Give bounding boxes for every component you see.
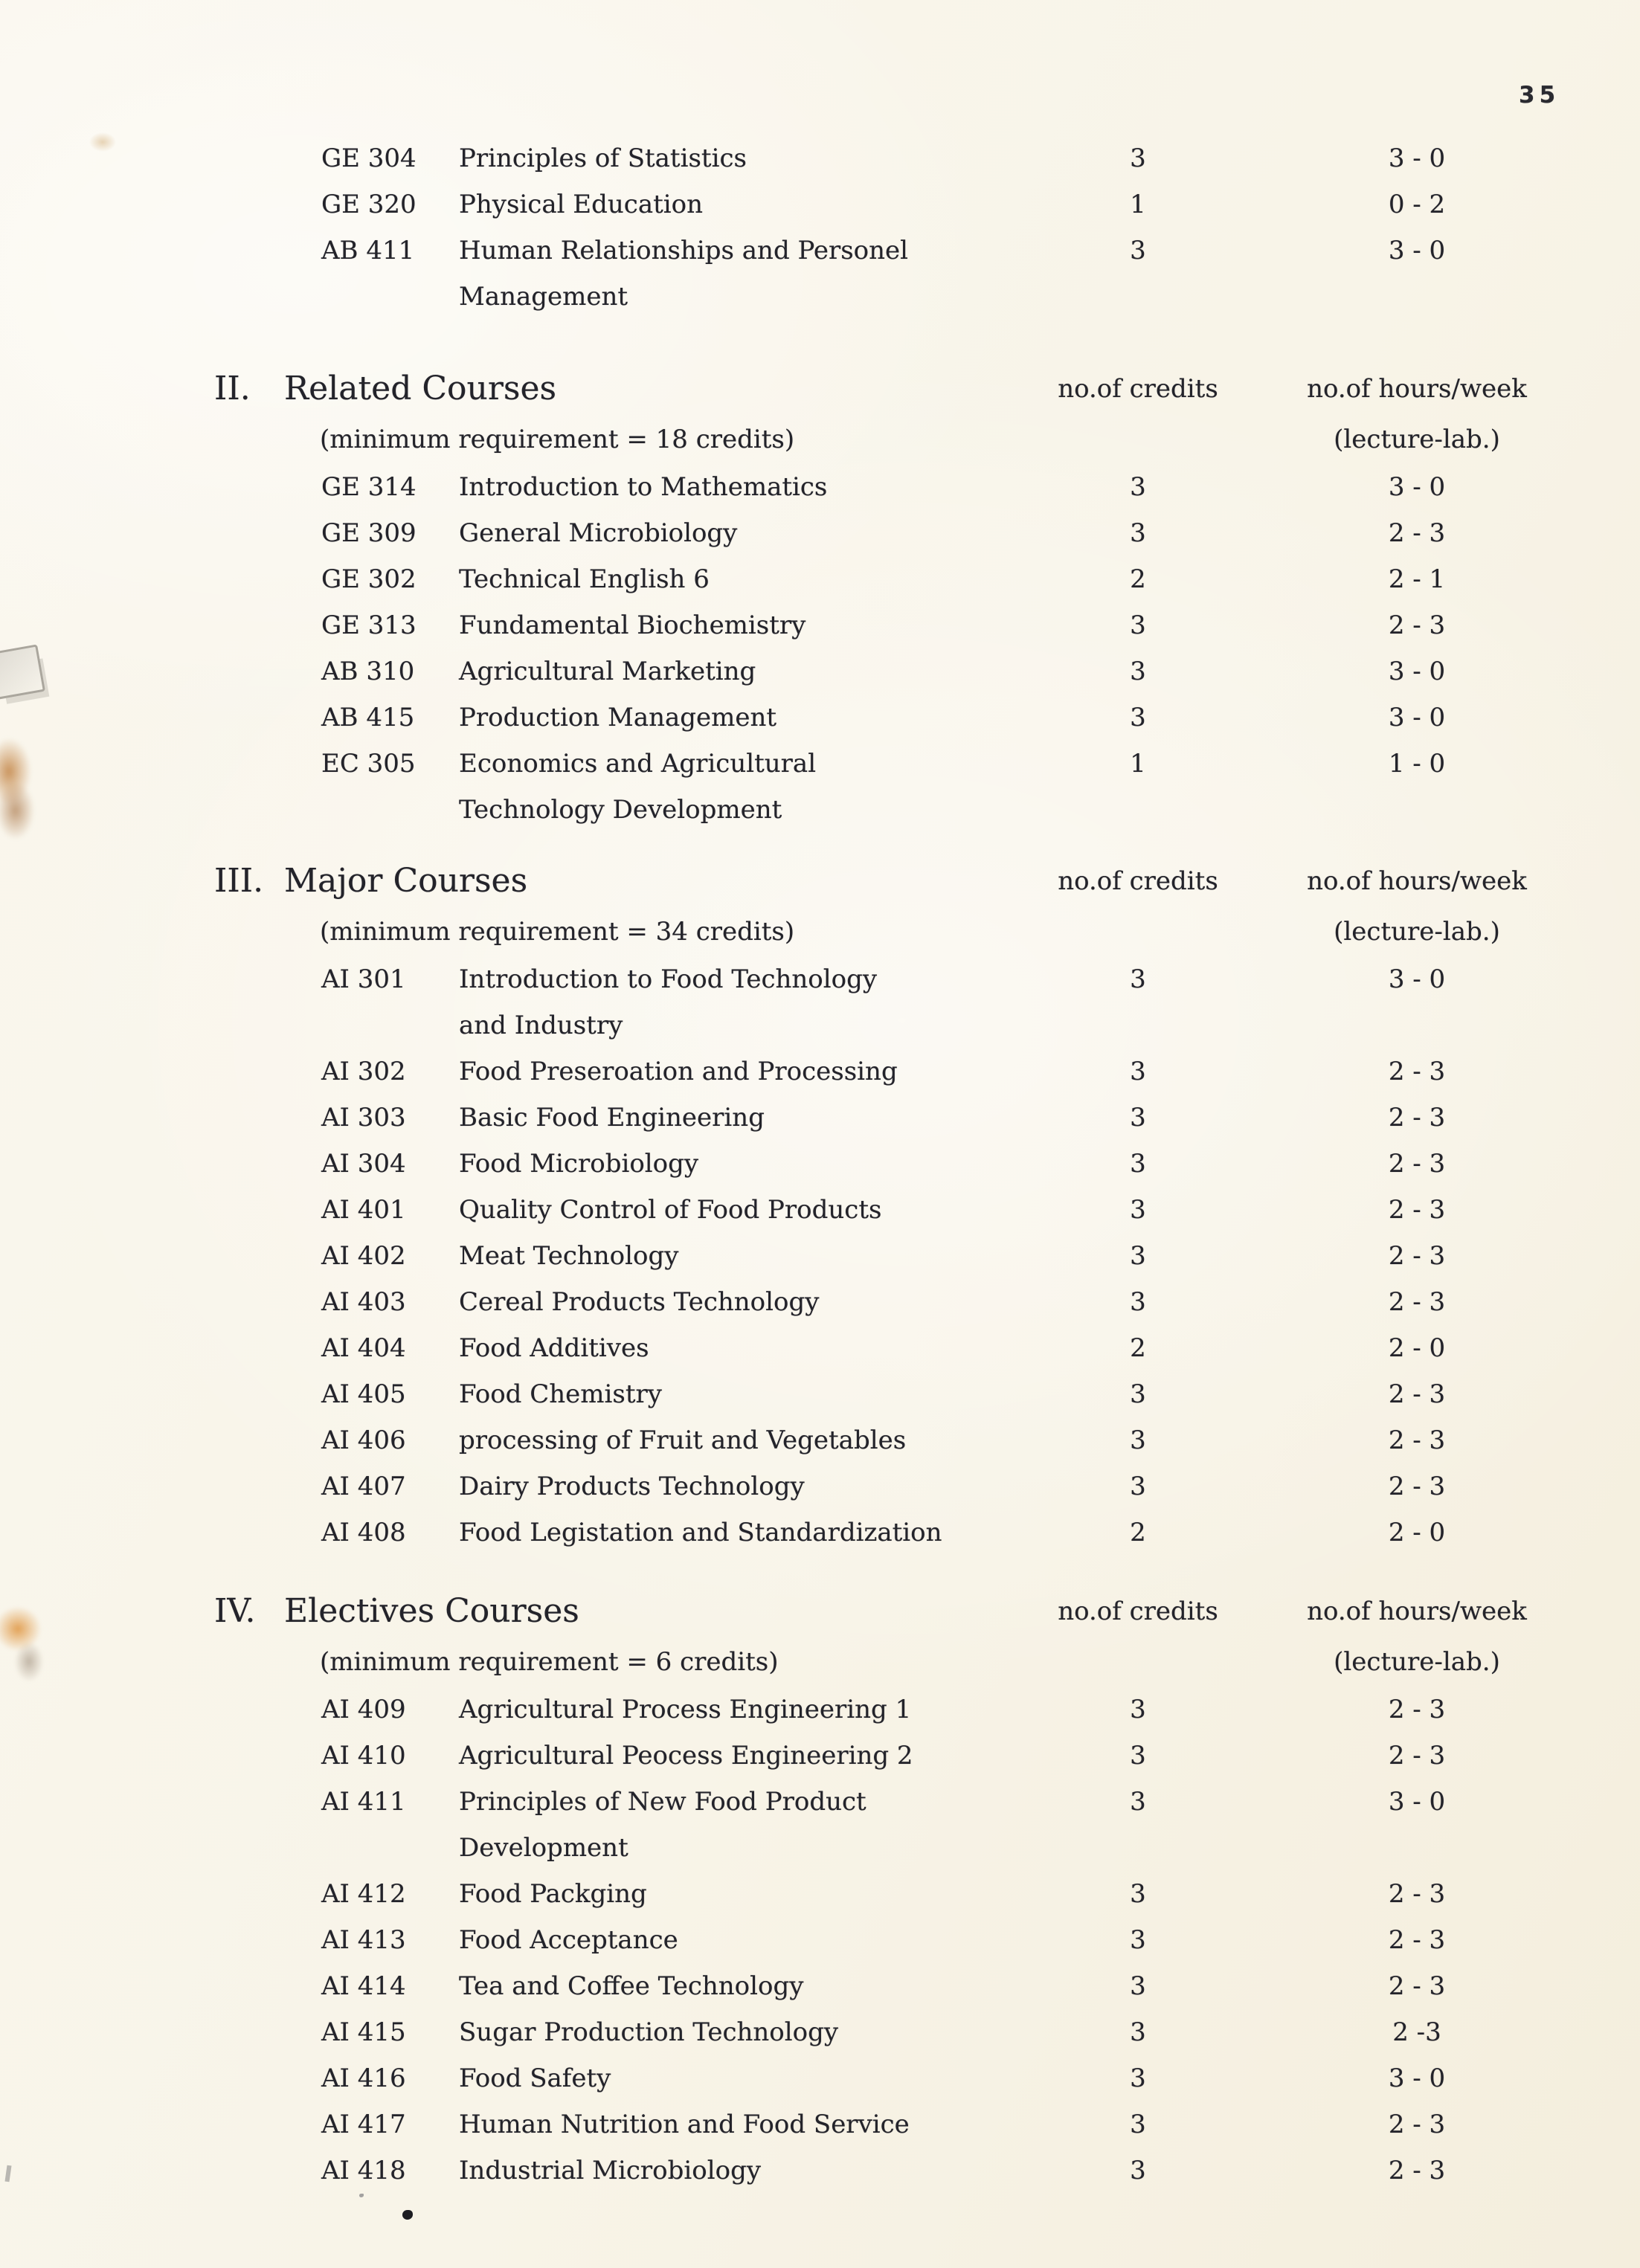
table-row <box>0 510 1640 556</box>
course-code: AI 402 <box>321 1241 406 1271</box>
course-title: Food Legistation and Standardization <box>459 1518 942 1547</box>
minimum-requirement: (minimum requirement = 18 credits) <box>320 425 795 454</box>
course-code: AI 416 <box>321 2064 406 2093</box>
hours-value: 3 - 0 <box>1388 2064 1446 2093</box>
hours-value: 2 -3 <box>1392 2017 1441 2047</box>
course-code: AI 403 <box>321 1287 406 1317</box>
section-header <box>0 1585 1640 1637</box>
credits-value: 3 <box>1130 1925 1146 1955</box>
course-row-continuation-line <box>0 274 1640 320</box>
course-code: AI 303 <box>321 1103 406 1133</box>
credits-value: 3 <box>1130 1472 1146 1501</box>
course-row-line <box>0 1963 1640 2009</box>
course-code: AI 404 <box>321 1333 406 1363</box>
course-title: Sugar Production Technology <box>459 2017 839 2047</box>
section-title: Related Courses <box>284 370 557 407</box>
course-code: AI 406 <box>321 1425 406 1455</box>
course-code: AI 302 <box>321 1057 406 1086</box>
course-title: Management <box>459 282 628 312</box>
course-row-line <box>0 510 1640 556</box>
page-number: 35 <box>1519 82 1560 109</box>
credits-column-header: no.of credits <box>1058 866 1218 896</box>
hours-value: 3 - 0 <box>1388 703 1446 732</box>
course-row-line <box>0 2009 1640 2055</box>
section-numeral: III. <box>214 862 264 900</box>
hours-value: 1 - 0 <box>1388 749 1446 779</box>
credits-value: 3 <box>1130 611 1146 640</box>
course-code: AI 401 <box>321 1195 406 1225</box>
hours-value: 2 - 3 <box>1388 518 1446 548</box>
course-code: AI 413 <box>321 1925 406 1955</box>
hours-value: 2 - 3 <box>1388 611 1446 640</box>
credits-value: 3 <box>1130 1879 1146 1909</box>
course-row-line <box>0 2148 1640 2194</box>
hours-value: 3 - 0 <box>1388 1787 1446 1817</box>
course-row-line <box>0 648 1640 695</box>
hours-value: 2 - 3 <box>1388 1149 1446 1179</box>
course-title: Introduction to Mathematics <box>459 472 828 502</box>
hours-value: 2 - 3 <box>1388 1241 1446 1271</box>
course-title: Meat Technology <box>459 1241 679 1271</box>
course-title: Agricultural Process Engineering 1 <box>459 1695 912 1724</box>
table-row <box>0 1463 1640 1510</box>
course-title: Basic Food Engineering <box>459 1103 765 1133</box>
course-title: Production Management <box>459 703 777 732</box>
course-title: Dairy Products Technology <box>459 1472 805 1501</box>
table-row <box>0 1686 1640 1733</box>
course-code: AI 410 <box>321 1741 406 1771</box>
hours-value: 2 - 3 <box>1388 1057 1446 1086</box>
hours-value: 2 - 3 <box>1388 2156 1446 2185</box>
course-code: AI 409 <box>321 1695 406 1724</box>
course-title: General Microbiology <box>459 518 738 548</box>
table-row <box>0 228 1640 320</box>
credits-value: 3 <box>1130 2017 1146 2047</box>
credits-value: 3 <box>1130 1741 1146 1771</box>
section-title: Electives Courses <box>284 1592 579 1630</box>
course-row-line <box>0 464 1640 510</box>
credits-value: 3 <box>1130 2156 1146 2185</box>
course-title: Agricultural Marketing <box>459 657 756 686</box>
course-code: GE 320 <box>321 190 417 219</box>
course-title: Quality Control of Food Products <box>459 1195 882 1225</box>
table-row <box>0 1048 1640 1095</box>
course-code: AI 408 <box>321 1518 406 1547</box>
course-title: Technology Development <box>459 795 782 825</box>
hours-value: 2 - 3 <box>1388 1741 1446 1771</box>
course-row-line <box>0 695 1640 741</box>
credits-value: 3 <box>1130 657 1146 686</box>
course-code: AB 310 <box>321 657 415 686</box>
credits-value: 3 <box>1130 236 1146 265</box>
course-sections <box>0 363 1640 2194</box>
hours-value: 2 - 3 <box>1388 1472 1446 1501</box>
table-row <box>0 135 1640 181</box>
credits-value: 3 <box>1130 1287 1146 1317</box>
credits-value: 2 <box>1130 1333 1146 1363</box>
table-row <box>0 1510 1640 1556</box>
credits-value: 3 <box>1130 518 1146 548</box>
course-row-line <box>0 556 1640 602</box>
table-row <box>0 464 1640 510</box>
course-row-line <box>0 1779 1640 1825</box>
section-title: Major Courses <box>284 862 528 900</box>
hours-value: 3 - 0 <box>1388 236 1446 265</box>
table-row <box>0 1871 1640 1917</box>
hours-value: 3 - 0 <box>1388 144 1446 173</box>
course-code: AI 301 <box>321 964 406 994</box>
hours-value: 2 - 3 <box>1388 1195 1446 1225</box>
course-title: Industrial Microbiology <box>459 2156 762 2185</box>
course-code: EC 305 <box>321 749 416 779</box>
credits-value: 3 <box>1130 1057 1146 1086</box>
course-code: AI 417 <box>321 2110 406 2139</box>
course-row-line <box>0 1141 1640 1187</box>
course-row-line <box>0 1686 1640 1733</box>
course-row-line <box>0 1463 1640 1510</box>
table-row <box>0 695 1640 741</box>
course-code: GE 309 <box>321 518 417 548</box>
hours-value: 2 - 3 <box>1388 1925 1446 1955</box>
course-row-continuation-line <box>0 787 1640 833</box>
hours-value: 3 - 0 <box>1388 964 1446 994</box>
section-numeral: II. <box>214 370 251 407</box>
table-row <box>0 2055 1640 2101</box>
ink-dot-artifact <box>402 2210 413 2220</box>
course-title: Introduction to Food Technology <box>459 964 878 994</box>
credits-value: 3 <box>1130 1103 1146 1133</box>
table-row <box>0 1187 1640 1233</box>
course-code: AI 304 <box>321 1149 406 1179</box>
course-title: processing of Fruit and Vegetables <box>459 1425 907 1455</box>
credits-column-header: no.of credits <box>1058 1597 1218 1626</box>
table-row <box>0 1963 1640 2009</box>
course-row-line <box>0 1510 1640 1556</box>
credits-value: 2 <box>1130 1518 1146 1547</box>
course-row-line <box>0 1871 1640 1917</box>
hours-value: 2 - 3 <box>1388 1379 1446 1409</box>
course-title: Cereal Products Technology <box>459 1287 820 1317</box>
course-code: AI 414 <box>321 1971 406 2001</box>
course-row-line <box>0 602 1640 648</box>
table-row <box>0 181 1640 228</box>
course-row-continuation-line <box>0 1002 1640 1048</box>
table-row <box>0 956 1640 1048</box>
course-code: AI 412 <box>321 1879 406 1909</box>
hours-value: 3 - 0 <box>1388 657 1446 686</box>
course-code: AI 405 <box>321 1379 406 1409</box>
course-title: Fundamental Biochemistry <box>459 611 806 640</box>
course-title: Food Chemistry <box>459 1379 662 1409</box>
table-row <box>0 1371 1640 1417</box>
credits-value: 3 <box>1130 2064 1146 2093</box>
course-title: Human Relationships and Personel <box>459 236 909 265</box>
hours-column-subheader: (lecture-lab.) <box>1334 425 1500 454</box>
table-row <box>0 2101 1640 2148</box>
credits-value: 3 <box>1130 1425 1146 1455</box>
course-title: Principles of Statistics <box>459 144 747 173</box>
course-code: AI 415 <box>321 2017 406 2047</box>
table-row <box>0 1779 1640 1871</box>
table-row <box>0 1095 1640 1141</box>
credits-value: 3 <box>1130 1195 1146 1225</box>
credits-value: 3 <box>1130 2110 1146 2139</box>
hours-value: 2 - 3 <box>1388 1695 1446 1724</box>
course-title: Food Preseroation and Processing <box>459 1057 898 1086</box>
hours-value: 3 - 0 <box>1388 472 1446 502</box>
course-row-line <box>0 1733 1640 1779</box>
course-section <box>0 1585 1640 2194</box>
credits-value: 2 <box>1130 564 1146 594</box>
course-title: Principles of New Food Product <box>459 1787 866 1817</box>
course-section <box>0 855 1640 1556</box>
minimum-requirement: (minimum requirement = 34 credits) <box>320 917 795 947</box>
course-row-line <box>0 1187 1640 1233</box>
course-code: AB 411 <box>321 236 415 265</box>
credits-value: 3 <box>1130 1787 1146 1817</box>
hours-value: 2 - 3 <box>1388 1971 1446 2001</box>
credits-value: 1 <box>1130 190 1146 219</box>
credits-value: 3 <box>1130 1379 1146 1409</box>
hours-value: 2 - 0 <box>1388 1333 1446 1363</box>
course-row-line <box>0 181 1640 228</box>
course-code: GE 304 <box>321 144 417 173</box>
minimum-requirement-line <box>0 415 1640 464</box>
minimum-requirement-line <box>0 907 1640 956</box>
course-row-line <box>0 741 1640 787</box>
course-title: Agricultural Peocess Engineering 2 <box>459 1741 913 1771</box>
course-row-line <box>0 2101 1640 2148</box>
course-title: Food Additives <box>459 1333 649 1363</box>
table-row <box>0 1417 1640 1463</box>
course-row-line <box>0 135 1640 181</box>
hours-value: 2 - 1 <box>1388 564 1446 594</box>
course-title: Development <box>459 1833 628 1863</box>
table-row <box>0 2009 1640 2055</box>
credits-value: 3 <box>1130 1149 1146 1179</box>
credits-value: 3 <box>1130 472 1146 502</box>
course-title: Economics and Agricultural <box>459 749 817 779</box>
credits-value: 3 <box>1130 964 1146 994</box>
hours-value: 2 - 3 <box>1388 1879 1446 1909</box>
hours-value: 2 - 3 <box>1388 2110 1446 2139</box>
table-row <box>0 1917 1640 1963</box>
table-row <box>0 602 1640 648</box>
course-title: Food Safety <box>459 2064 611 2093</box>
table-row <box>0 1233 1640 1279</box>
credits-column-header: no.of credits <box>1058 374 1218 404</box>
table-row <box>0 1325 1640 1371</box>
course-title: Food Packging <box>459 1879 647 1909</box>
minimum-requirement: (minimum requirement = 6 credits) <box>320 1647 779 1677</box>
continuation-rows <box>0 0 1640 320</box>
course-title: and Industry <box>459 1011 623 1040</box>
hours-value: 2 - 3 <box>1388 1287 1446 1317</box>
course-row-line <box>0 956 1640 1002</box>
table-row <box>0 2148 1640 2194</box>
course-row-line <box>0 1048 1640 1095</box>
course-row-line <box>0 1233 1640 1279</box>
hours-column-subheader: (lecture-lab.) <box>1334 1647 1500 1677</box>
table-row <box>0 741 1640 833</box>
course-row-line <box>0 1917 1640 1963</box>
course-row-continuation-line <box>0 1825 1640 1871</box>
course-title: Human Nutrition and Food Service <box>459 2110 910 2139</box>
credits-value: 1 <box>1130 749 1146 779</box>
course-title: Food Microbiology <box>459 1149 699 1179</box>
table-row <box>0 1733 1640 1779</box>
course-code: AI 407 <box>321 1472 406 1501</box>
hours-value: 2 - 0 <box>1388 1518 1446 1547</box>
hours-value: 2 - 3 <box>1388 1103 1446 1133</box>
table-row <box>0 556 1640 602</box>
course-row-line <box>0 2055 1640 2101</box>
course-code: GE 313 <box>321 611 417 640</box>
hours-column-header: no.of hours/week <box>1307 1597 1527 1626</box>
course-title: Food Acceptance <box>459 1925 678 1955</box>
credits-value: 3 <box>1130 1971 1146 2001</box>
course-code: GE 302 <box>321 564 417 594</box>
course-row-line <box>0 1279 1640 1325</box>
table-row <box>0 1141 1640 1187</box>
hours-column-header: no.of hours/week <box>1307 374 1527 404</box>
course-code: GE 314 <box>321 472 417 502</box>
hours-column-header: no.of hours/week <box>1307 866 1527 896</box>
course-code: AI 418 <box>321 2156 406 2185</box>
credits-value: 3 <box>1130 703 1146 732</box>
credits-value: 3 <box>1130 1695 1146 1724</box>
table-row <box>0 648 1640 695</box>
hours-column-subheader: (lecture-lab.) <box>1334 917 1500 947</box>
section-header <box>0 363 1640 415</box>
course-row-line <box>0 228 1640 274</box>
section-header <box>0 855 1640 907</box>
course-section <box>0 363 1640 833</box>
course-title: Technical English 6 <box>459 564 710 594</box>
course-row-line <box>0 1371 1640 1417</box>
hours-value: 2 - 3 <box>1388 1425 1446 1455</box>
course-row-line <box>0 1095 1640 1141</box>
credits-value: 3 <box>1130 1241 1146 1271</box>
course-row-line <box>0 1417 1640 1463</box>
course-row-line <box>0 1325 1640 1371</box>
credits-value: 3 <box>1130 144 1146 173</box>
table-row <box>0 1279 1640 1325</box>
section-numeral: IV. <box>214 1592 256 1630</box>
hours-value: 0 - 2 <box>1388 190 1446 219</box>
minimum-requirement-line <box>0 1637 1640 1686</box>
course-title: Physical Education <box>459 190 703 219</box>
course-code: AB 415 <box>321 703 415 732</box>
course-code: AI 411 <box>321 1787 406 1817</box>
course-title: Tea and Coffee Technology <box>459 1971 804 2001</box>
